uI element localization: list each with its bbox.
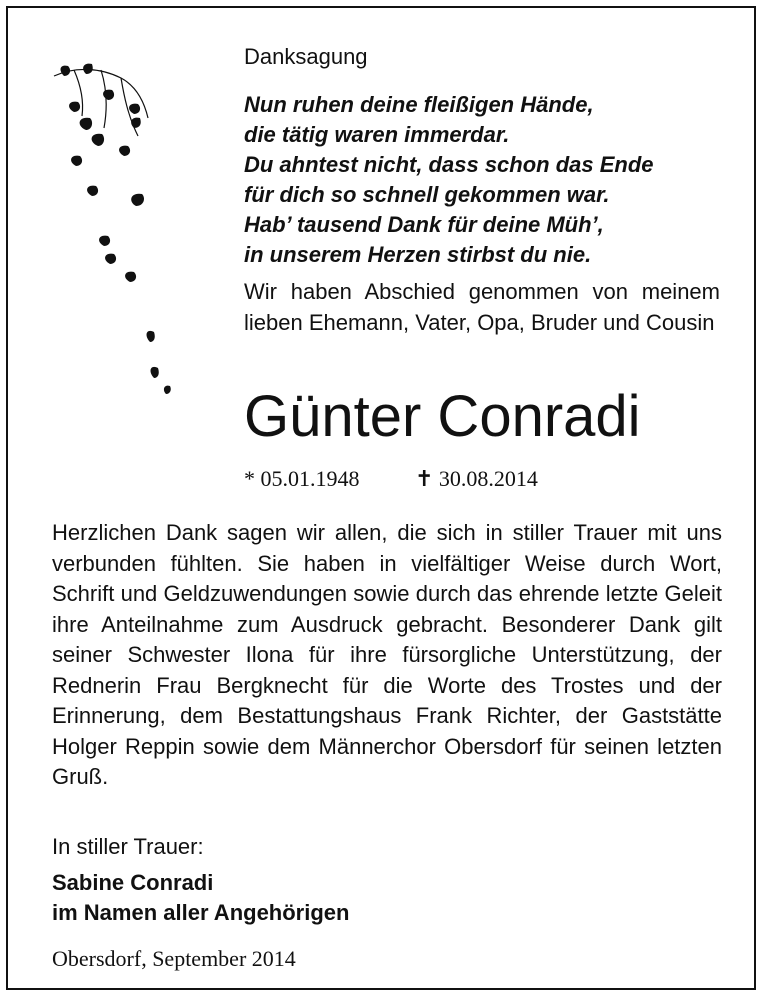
notice-content [8, 8, 754, 988]
poem-line: in unserem Herzen stirbst du nie. [244, 242, 592, 267]
falling-leaves-icon [46, 56, 186, 406]
poem-line: die tätig waren immerdar. [244, 122, 510, 147]
poem-line: Nun ruhen deine fleißigen Hände, [244, 92, 594, 117]
deceased-name: Günter Conradi [244, 384, 641, 449]
signature-line: im Namen aller Angehörigen [52, 900, 350, 925]
signature [52, 868, 349, 928]
notice-heading: Danksagung [244, 44, 368, 69]
death-date: ✝ 30.08.2014 [415, 466, 538, 491]
poem-line: Du ahntest nicht, dass schon das Ende [244, 152, 654, 177]
intro-text: Wir haben Abschied genommen von meinem lieben Ehemann, Vater, Opa, Bruder und Cousin [244, 279, 720, 335]
poem [244, 90, 654, 270]
closing-label: In stiller Trauer: [52, 834, 204, 859]
notice-frame [6, 6, 756, 990]
place-date: Obersdorf, September 2014 [52, 946, 296, 971]
life-dates [244, 466, 538, 492]
thanks-paragraph: Herzlichen Dank sagen wir allen, die sich in stiller Trauer mit uns verbunden fühlten. Sie haben in vielfältiger Weise durch Wort, Schrift und Geldzuwendungen sowie durch das ehrende letzte Geleit ihre Anteilnahme zum Ausdruck gebracht. Besonderer Dank gilt seiner Schwester Ilona für ihre fürsorgliche Unterstützung, der Rednerin Frau Bergknecht für die Worte des Trostes und der Erinnerung, dem Bestattungshaus Frank Richter, der Gaststätte Holger Reppin sowie dem Männerchor Obersdorf für seinen letzten Gruß. [52, 520, 722, 789]
poem-line: Hab’ tausend Dank für deine Müh’, [244, 212, 604, 237]
signature-line: Sabine Conradi [52, 870, 214, 895]
poem-line: für dich so schnell gekommen war. [244, 182, 610, 207]
birth-date: * 05.01.1948 [244, 466, 360, 491]
